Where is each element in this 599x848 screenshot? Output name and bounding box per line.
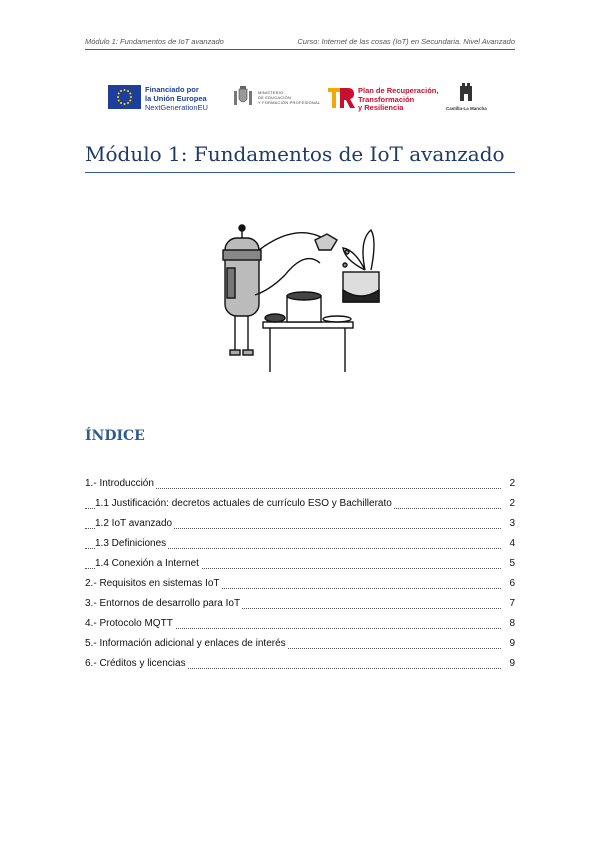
toc-entry[interactable]: 1.1 Justificación: decretos actuales de currículo ESO y Bachillerato 2 — [85, 498, 515, 512]
header-course-title: Curso: Internet de las cosas (IoT) en Secundaria. Nivel Avanzado — [297, 37, 515, 46]
toc-entry[interactable]: 6.- Créditos y licencias 9 — [85, 658, 515, 669]
toc-page-number: 5 — [509, 558, 515, 569]
toc-entry[interactable]: 4.- Protocolo MQTT 8 — [85, 618, 515, 629]
castilla-la-mancha-text: Castilla-La Mancha — [446, 106, 487, 111]
funding-logos — [108, 82, 498, 116]
toc-page-number: 9 — [509, 638, 515, 649]
castilla-la-mancha-crest-icon — [456, 82, 476, 104]
toc-page-number: 9 — [509, 658, 515, 669]
toc-page-number: 3 — [509, 518, 515, 529]
toc-page-number: 2 — [509, 478, 515, 489]
header-module-title: Módulo 1: Fundamentos de IoT avanzado — [85, 37, 224, 46]
spain-crest-icon — [232, 85, 254, 109]
page-header — [85, 37, 515, 50]
toc-page-number: 8 — [509, 618, 515, 629]
toc-page-number: 7 — [509, 598, 515, 609]
eu-flag-icon — [108, 85, 141, 109]
toc-entry[interactable]: 1.- Introducción 2 — [85, 478, 515, 489]
toc-entry[interactable]: 2.- Requisitos en sistemas IoT 6 — [85, 578, 515, 589]
toc-page-number: 6 — [509, 578, 515, 589]
toc-entry[interactable]: 1.4 Conexión a Internet 5 — [85, 558, 515, 572]
eu-funding-text: Financiado por la Unión Europea NextGenerationEU — [145, 85, 208, 112]
index-heading: ÍNDICE — [85, 428, 145, 444]
prtr-text: Plan de Recuperación, Transformación y Resiliencia — [358, 86, 439, 112]
toc-entry[interactable]: 3.- Entornos de desarrollo para IoT 7 — [85, 598, 515, 609]
toc-entry[interactable]: 1.2 IoT avanzado 3 — [85, 518, 515, 532]
prtr-logo-icon — [324, 85, 356, 111]
toc-entry[interactable]: 5.- Información adicional y enlaces de interés 9 — [85, 638, 515, 649]
toc-page-number: 2 — [509, 498, 515, 509]
ministry-text: MINISTERIO DE EDUCACIÓN Y FORMACIÓN PROFESIONAL — [258, 90, 321, 105]
toc-page-number: 4 — [509, 538, 515, 549]
toc-entry[interactable]: 1.3 Definiciones 4 — [85, 538, 515, 552]
robot-cooking-illustration — [215, 210, 390, 375]
page-title: Módulo 1: Fundamentos de IoT avanzado — [85, 142, 515, 173]
